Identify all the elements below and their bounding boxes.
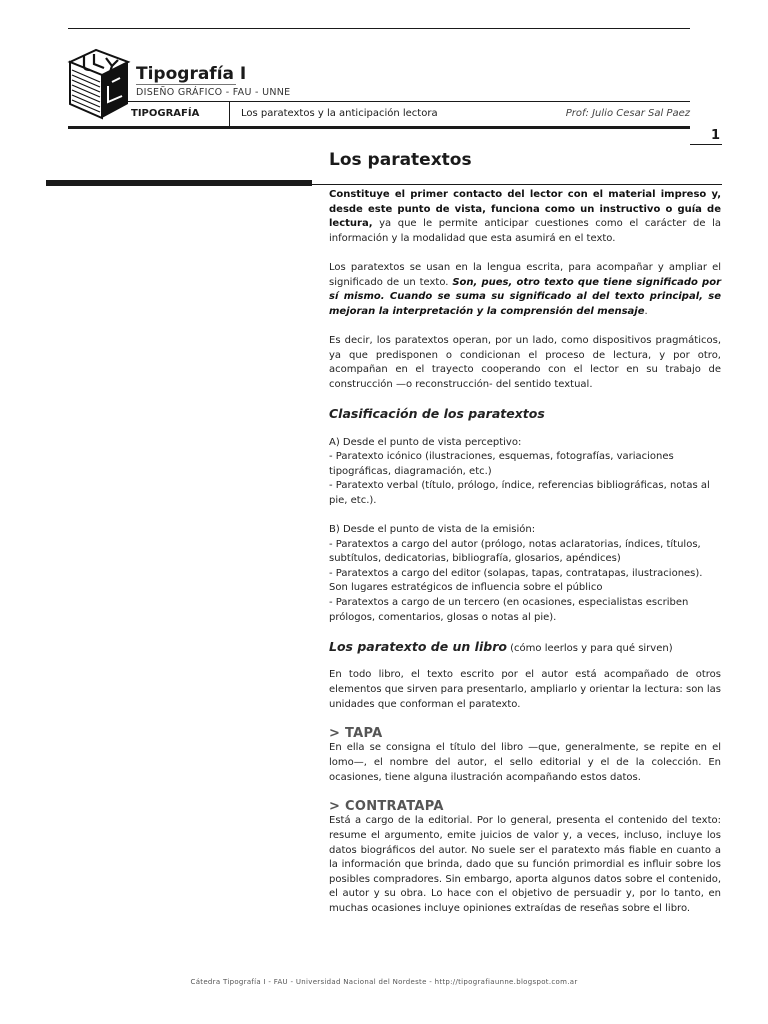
usage-end: . bbox=[644, 305, 648, 317]
page-title: Los paratextos bbox=[329, 150, 472, 170]
paragraph-tapa: En ella se consigna el título del libro —que, generalmente, se repite en el lomo—, el nombre del autor, el sello editorial y el de la colección. En ocasiones, tiene alguna ilustración acompañando estos datos. bbox=[329, 742, 721, 783]
header-topic: Los paratextos y la anticipación lectora bbox=[241, 108, 438, 119]
list-item: - Paratextos a cargo del editor (solapas, tapas, contratapas, ilustraciones). bbox=[329, 567, 703, 579]
header-section-label: TIPOGRAFÍA bbox=[131, 108, 200, 119]
paragraph-usage bbox=[329, 261, 721, 319]
title-thin-rule bbox=[312, 184, 722, 185]
heading-clasificacion: Clasificación de los paratextos bbox=[329, 405, 545, 421]
body-text bbox=[329, 188, 721, 931]
list-perceptivo bbox=[329, 436, 721, 509]
paragraph-pragmatic: Es decir, los paratextos operan, por un lado, como dispositivos pragmáticos, ya que predisponen o condicionan el proceso de lectura, y por otro, acompañan en el trayecto cooperando con el lector en su trabajo de construcción —o reconstrucción- del sentido textual. bbox=[329, 334, 721, 390]
course-title: Tipografía I bbox=[136, 64, 247, 84]
header-divider bbox=[229, 102, 230, 126]
course-title-underline bbox=[136, 84, 236, 85]
typography-cube-logo-icon bbox=[66, 42, 134, 122]
list-item: A) Desde el punto de vista perceptivo: bbox=[329, 436, 522, 448]
list-item: - Paratextos a cargo de un tercero (en ocasiones, especialistas escriben prólogos, comentarios, glosas o notas al pie). bbox=[329, 597, 689, 623]
paragraph-contratapa: Está a cargo de la editorial. Por lo general, presenta el contenido del texto: resume el argumento, emite juicios de valor y, a veces, incluso, incluye los datos biográficos del autor. No suele ser el paratexto más fiable en cuanto a la información que brinda, dado que su función primordial es influir sobre los posibles compradores. Sin embargo, aporta algunos datos sobre el contenido, el autor y su obra. Lo hace con el objetivo de persuadir y, por lo tanto, en muchas ocasiones incluye opiniones extraídas de reseñas sobre el libro. bbox=[329, 815, 721, 914]
heading-contratapa: > CONTRATAPA bbox=[329, 798, 444, 814]
page-footer: Cátedra Tipografía I - FAU - Universidad Nacional del Nordeste - http://tipografiaunne.blogspot.com.ar bbox=[190, 978, 578, 986]
heading-libro-note: (cómo leerlos y para qué sirven) bbox=[506, 642, 673, 654]
course-subtitle: DISEÑO GRÁFICO - FAU - UNNE bbox=[136, 87, 291, 98]
list-item: B) Desde el punto de vista de la emisión: bbox=[329, 524, 536, 536]
paragraph-libro: En todo libro, el texto escrito por el autor está acompañado de otros elementos que sirven para presentarlo, ampliarlo y orientar la lectura: son las unidades que conforman el paratexto. bbox=[329, 669, 721, 710]
page-number: 1 bbox=[710, 128, 720, 143]
top-rule bbox=[68, 28, 690, 29]
header-strip-bottom-rule bbox=[68, 126, 690, 129]
intro-bold: Constituye el primer contacto del lector con el material impreso y, desde este punto de vista, funciona como un instructivo o guía de lectura, bbox=[329, 189, 721, 230]
list-item: - Paratexto icónico (ilustraciones, esquemas, fotografías, variaciones tipográficas, diagramación, etc.) bbox=[329, 451, 674, 477]
header-professor: Prof: Julio Cesar Sal Paez bbox=[565, 108, 690, 119]
list-item: - Paratextos a cargo del autor (prólogo, notas aclaratorias, índices, títulos, subtítulos, dedicatorias, bibliografía, glosarios, apéndices) bbox=[329, 538, 701, 565]
intro-rest: ya que le permite anticipar cuestiones como el carácter de la información y la modalidad que esta asumirá en el texto. bbox=[329, 218, 721, 244]
usage-text: Los paratextos se usan en la lengua escrita, para acompañar y ampliar el significado de un texto. bbox=[329, 261, 721, 288]
heading-tapa: > TAPA bbox=[329, 725, 383, 741]
header-strip-top-rule bbox=[128, 101, 690, 102]
usage-italic: Son, pues, otro texto que tiene significado por sí mismo. Cuando se suma su significado al del texto principal, se mejoran la interpretación y la comprensión del mensaje bbox=[329, 276, 722, 317]
list-item: - Paratexto verbal (título, prólogo, índice, referencias bibliográficas, notas al pie, etc.). bbox=[329, 480, 710, 506]
title-thick-rule bbox=[46, 180, 312, 186]
heading-libro bbox=[329, 640, 721, 657]
heading-libro-title: Los paratexto de un libro bbox=[329, 638, 507, 654]
page-number-rule bbox=[690, 144, 722, 145]
list-emision bbox=[329, 523, 721, 625]
list-item: Son lugares estratégicos de influencia sobre el público bbox=[329, 582, 603, 594]
intro-paragraph bbox=[329, 188, 721, 246]
